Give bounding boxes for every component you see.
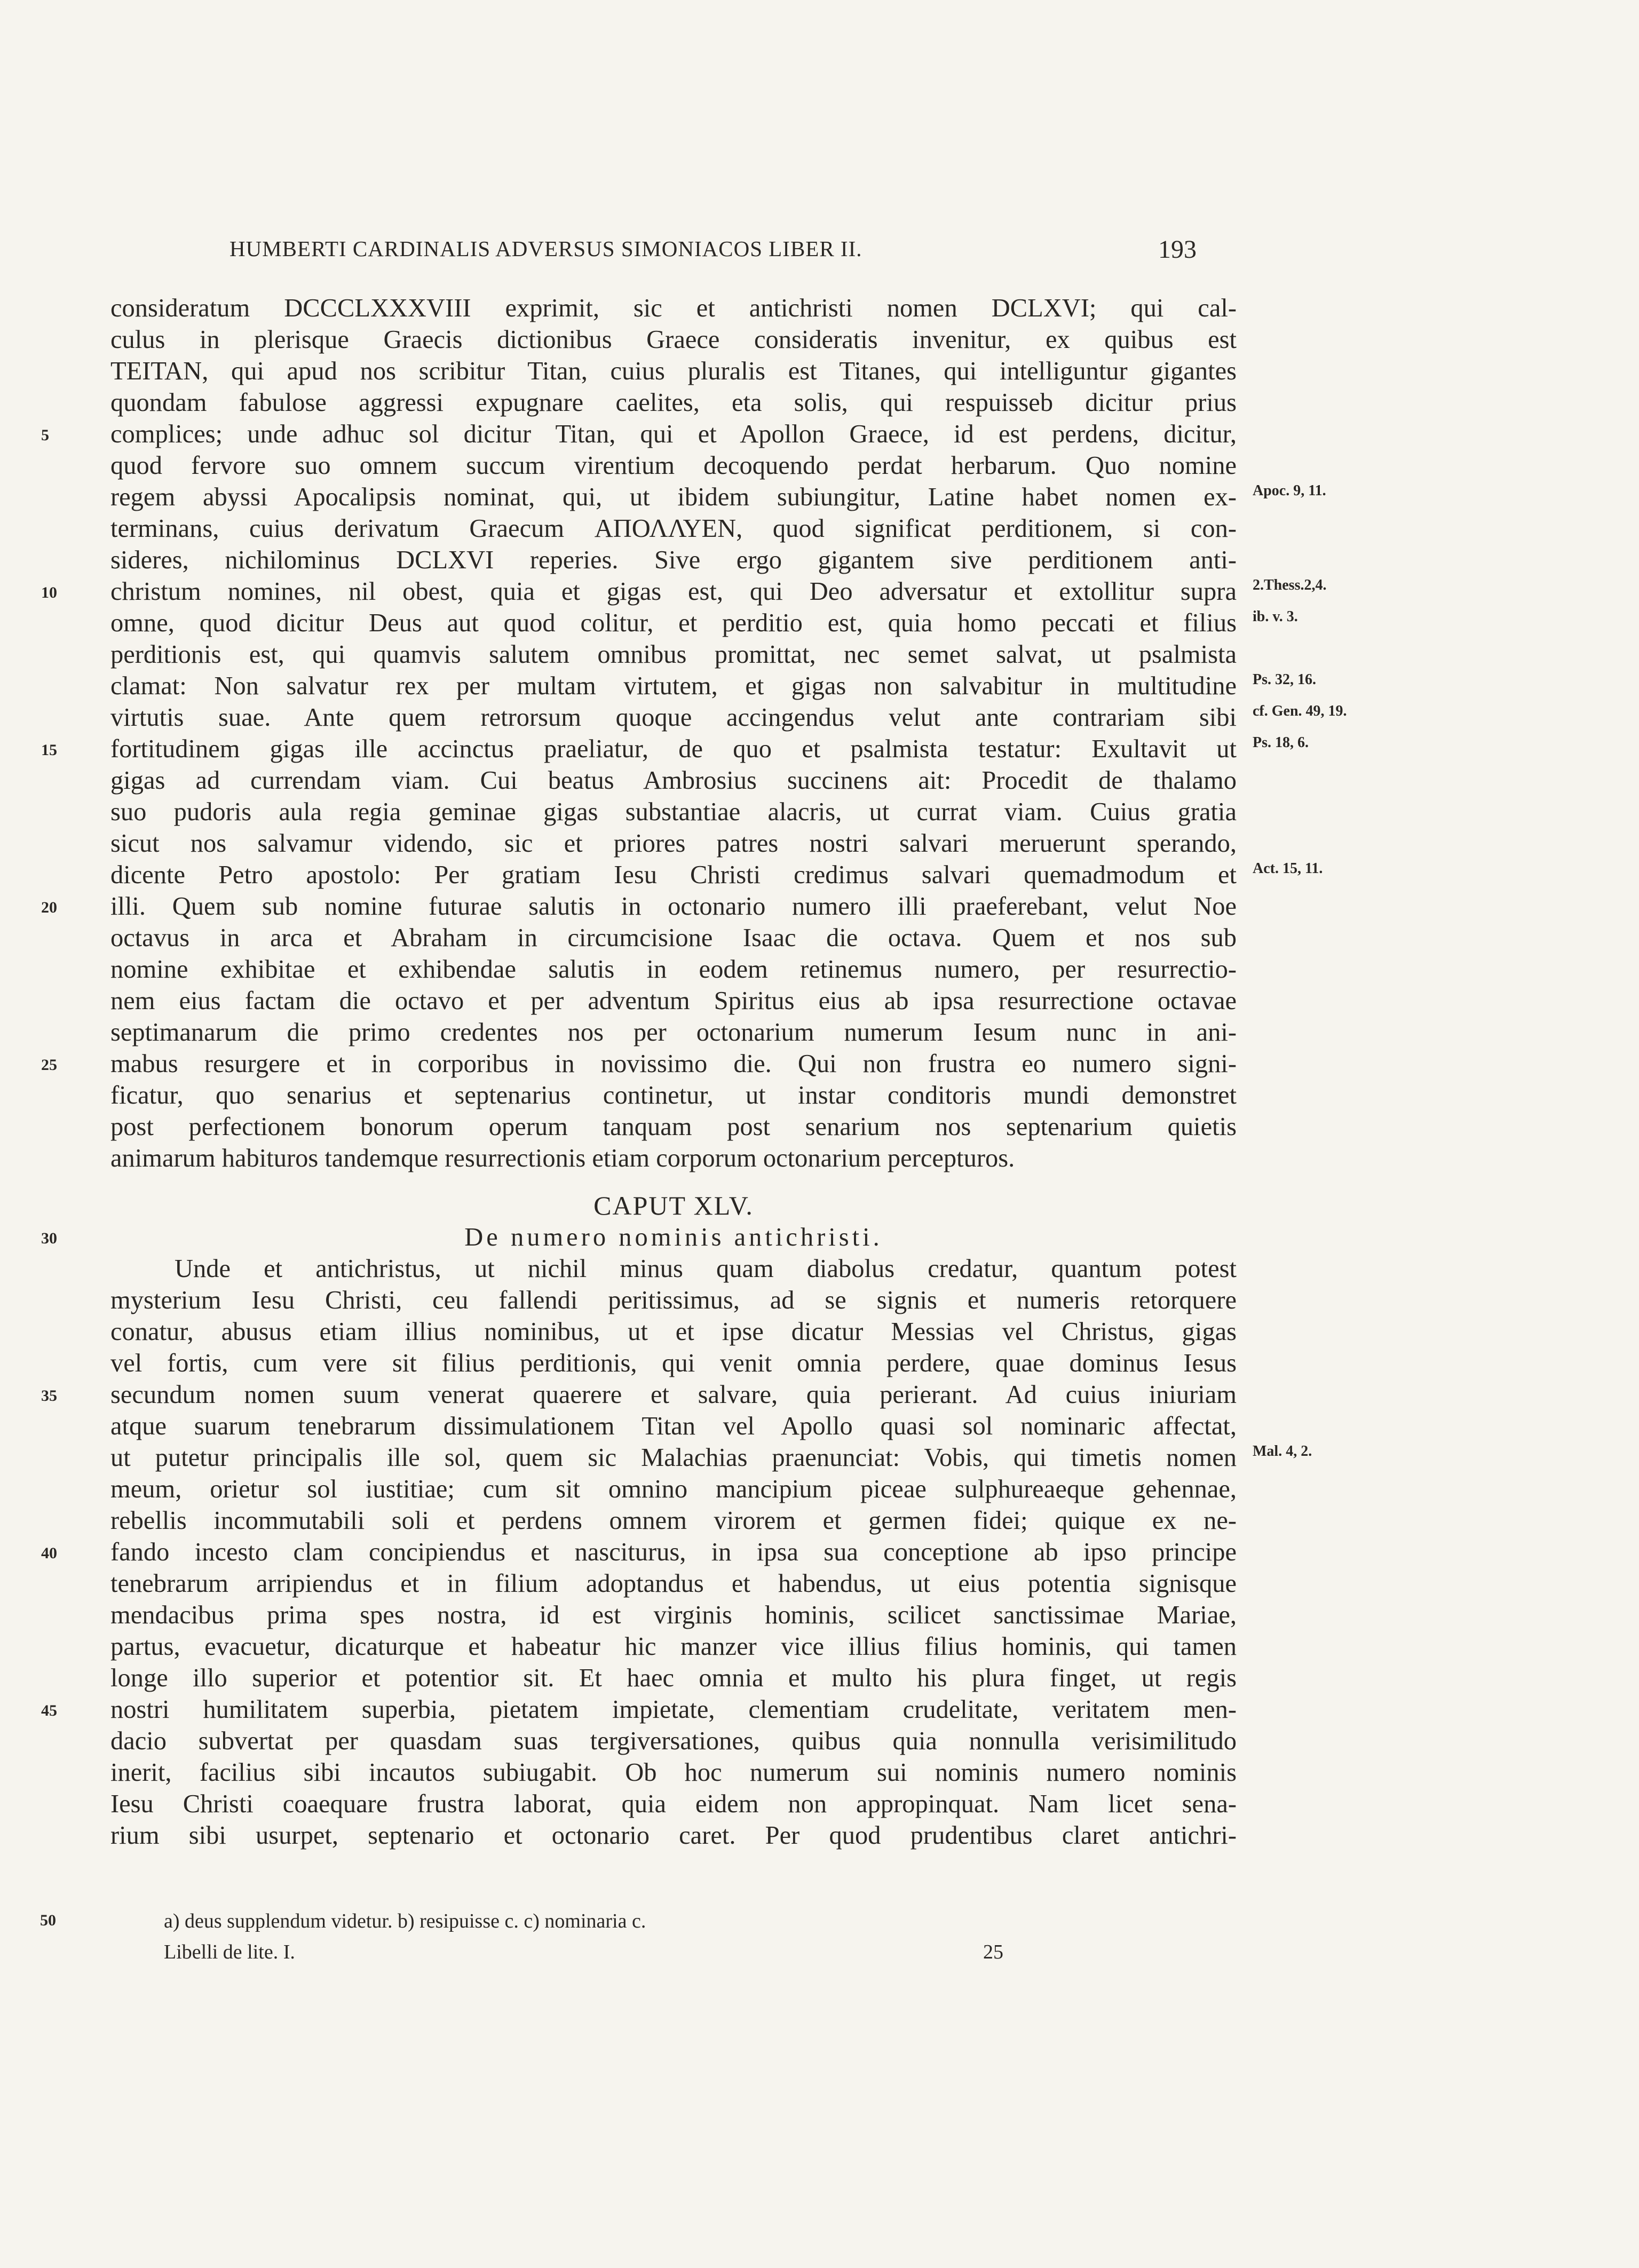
text-line	[110, 1757, 1237, 1788]
line-text: tenebrarum arripiendus et in filium adoptandus et habendus, ut eius potentia signisque	[110, 1569, 1237, 1598]
signature-mark: 25	[983, 1941, 1003, 1963]
line-text: sicut nos salvamur videndo, sic et priores patres nostri salvari meruerunt sperando,	[110, 829, 1237, 858]
text-line	[110, 922, 1237, 954]
text-line	[110, 702, 1347, 733]
text-line	[110, 1347, 1237, 1379]
margin-note: Ps. 18, 6.	[1253, 734, 1309, 751]
line-text: inerit, facilius sibi incautos subiugabit. Ob hoc numerum sui nominis numero nominis	[110, 1758, 1237, 1787]
line-text: suo pudoris aula regia geminae gigas substantiae alacris, ut currat viam. Cuius gratia	[110, 798, 1237, 826]
margin-note: Act. 15, 11.	[1253, 860, 1323, 877]
text-line	[110, 828, 1237, 859]
line-number: 25	[41, 1056, 57, 1074]
line-text: virtutis suae. Ante quem retrorsum quoque accingendus velut ante contrariam sibi	[110, 703, 1237, 732]
line-text: dicente Petro apostolo: Per gratiam Iesu Christi credimus salvari quemadmodum et	[110, 861, 1237, 889]
text-line	[110, 639, 1237, 670]
line-text: partus, evacuetur, dicaturque et habeatur hic manzer vice illius filius hominis, qui tamen	[110, 1632, 1237, 1661]
line-text: omne, quod dicitur Deus aut quod colitur, et perditio est, quia homo peccati et filius	[110, 609, 1237, 637]
line-text: mabus resurgere et in corporibus in novissimo die. Qui non frustra eo numero signi-	[110, 1050, 1237, 1078]
line-text: culus in plerisque Graecis dictionibus Graece consideratis invenitur, ex quibus est	[110, 326, 1237, 354]
text-line	[110, 1820, 1237, 1851]
line-number: 10	[41, 584, 57, 601]
text-line	[110, 765, 1237, 796]
text-line	[110, 1505, 1237, 1536]
line-text: clamat: Non salvatur rex per multam virtutem, et gigas non salvabitur in multitudine	[110, 672, 1237, 700]
text-line	[110, 1143, 1237, 1174]
page-number: 193	[1158, 235, 1197, 264]
text-line	[41, 733, 1309, 765]
text-line	[110, 1725, 1237, 1757]
text-line	[110, 1410, 1237, 1442]
text-line	[110, 1473, 1237, 1505]
line-text: nem eius factam die octavo et per adventum Spiritus eius ab ipsa resurrectione octavae	[110, 987, 1237, 1015]
line-number: 45	[41, 1702, 57, 1719]
line-text: mendacibus prima spes nostra, id est virginis hominis, scilicet sanctissimae Mariae,	[110, 1601, 1237, 1629]
text-line	[110, 544, 1237, 576]
line-text: terminans, cuius derivatum Graecum ΑΠΟΛΛΥΕΝ, quod significat perditionem, si con-	[110, 514, 1237, 543]
text-line	[110, 1788, 1237, 1820]
line-text: Iesu Christi coaequare frustra laborat, quia eidem non appropinquat. Nam licet sena-	[110, 1790, 1237, 1818]
line-number: 15	[41, 741, 57, 759]
line-text: quod fervore suo omnem succum virentium decoquendo perdat herbarum. Quo nomine	[110, 451, 1237, 480]
text-line	[41, 891, 1237, 922]
text-line	[110, 481, 1326, 513]
line-text: longe illo superior et potentior sit. Et haec omnia et multo his plura finget, ut regis	[110, 1664, 1237, 1692]
running-head: HUMBERTI CARDINALIS ADVERSUS SIMONIACOS LIBER II.	[229, 236, 862, 261]
text-line	[110, 1253, 1237, 1284]
text-line	[110, 1316, 1237, 1347]
line-text: atque suarum tenebrarum dissimulationem Titan vel Apollo quasi sol nominaric affectat,	[110, 1412, 1237, 1440]
text-line	[41, 418, 1237, 450]
line-text: illi. Quem sub nomine futurae salutis in octonario numero illi praeferebant, velut Noe	[110, 892, 1237, 921]
line-text: perditionis est, qui quamvis salutem omnibus promittat, nec semet salvat, ut psalmista	[110, 640, 1237, 669]
text-line	[110, 1631, 1237, 1662]
text-line	[110, 607, 1298, 639]
line-text: fortitudinem gigas ille accinctus praeliatur, de quo et psalmista testatur: Exultavit ut	[110, 735, 1237, 763]
line-text: quondam fabulose aggressi expugnare caelites, eta solis, qui respuisseb dicitur prius	[110, 388, 1237, 417]
text-line	[110, 670, 1316, 702]
line-text: vel fortis, cum vere sit filius perditionis, qui venit omnia perdere, quae dominus Iesus	[110, 1349, 1237, 1377]
text-line	[110, 387, 1237, 418]
line-text: gigas ad currendam viam. Cui beatus Ambrosius succinens ait: Procedit de thalamo	[110, 766, 1237, 795]
text-line	[110, 1080, 1237, 1111]
text-line	[110, 324, 1237, 355]
paragraph-block-2	[41, 1253, 1312, 1851]
text-line	[41, 1048, 1237, 1080]
line-text: rebellis incommutabili soli et perdens omnem virorem et germen fidei; quique ex ne-	[110, 1506, 1237, 1535]
text-line	[41, 1536, 1237, 1568]
margin-note: ib. v. 3.	[1253, 608, 1298, 625]
line-text: sideres, nichilominus DCLXVI reperies. Sive ergo gigantem sive perditionem anti-	[110, 546, 1237, 574]
line-number: 50	[40, 1912, 56, 1929]
line-number: 20	[41, 899, 57, 916]
text-line	[110, 292, 1237, 324]
line-text: secundum nomen suum venerat quaerere et salvare, quia perierant. Ad cuius iniuriam	[110, 1381, 1237, 1409]
line-text: nomine exhibitae et exhibendae salutis in eodem retinemus numero, per resurrectio-	[110, 955, 1237, 984]
margin-note: Ps. 32, 16.	[1253, 671, 1316, 688]
line-text: dacio subvertat per quasdam suas tergiversationes, quibus quia nonnulla verisimilitudo	[110, 1727, 1237, 1755]
line-text: octavus in arca et Abraham in circumcisione Isaac die octava. Quem et nos sub	[110, 924, 1237, 952]
text-line	[110, 355, 1237, 387]
line-number: 40	[41, 1544, 57, 1562]
line-text: ficatur, quo senarius et septenarius continetur, ut instar conditoris mundi demonstret	[110, 1081, 1237, 1109]
chapter-subtitle: 30 De numero nominis antichristi.	[110, 1222, 1237, 1253]
text-line	[110, 1017, 1237, 1048]
line-text: christum nomines, nil obest, quia et gigas est, qui Deo adversatur et extollitur supra	[110, 577, 1237, 606]
line-text: complices; unde adhuc sol dicitur Titan, qui et Apollon Graece, id est perdens, dicitur,	[110, 420, 1237, 448]
text-line	[110, 1284, 1237, 1316]
text-line	[110, 1662, 1237, 1694]
text-line	[110, 954, 1237, 985]
text-line	[110, 859, 1323, 891]
margin-note: cf. Gen. 49, 19.	[1253, 703, 1347, 719]
line-text: ut putetur principalis ille sol, quem sic Malachias praenunciat: Vobis, qui timetis nomen	[110, 1444, 1237, 1472]
text-line	[110, 1568, 1237, 1599]
text-line	[110, 513, 1237, 544]
signature-title: Libelli de lite. I.	[164, 1941, 295, 1963]
line-number: 30	[41, 1230, 57, 1247]
margin-note: 2.Thess.2,4.	[1253, 577, 1327, 593]
text-line	[41, 576, 1327, 607]
line-number: 5	[41, 426, 49, 444]
text-line	[41, 1379, 1237, 1410]
chapter-title: CAPUT XLV.	[593, 1191, 754, 1220]
text-line	[110, 1111, 1237, 1143]
text-line	[41, 1694, 1237, 1725]
line-text: rium sibi usurpet, septenario et octonario caret. Per quod prudentibus claret antichri-	[110, 1821, 1237, 1850]
line-number: 35	[41, 1387, 57, 1405]
line-text: post perfectionem bonorum operum tanquam post senarium nos septenarium quietis	[110, 1113, 1237, 1141]
margin-note: Mal. 4, 2.	[1253, 1443, 1312, 1460]
body-text	[41, 292, 1347, 1851]
text-line	[110, 450, 1237, 481]
margin-note: Apoc. 9, 11.	[1253, 482, 1326, 499]
line-text: animarum habituros tandemque resurrectionis etiam corporum octonarium percepturos.	[110, 1144, 1015, 1172]
line-text: meum, orietur sol iustitiae; cum sit omnino mancipium piceae sulphureaeque gehennae,	[110, 1475, 1237, 1503]
line-text: mysterium Iesu Christi, ceu fallendi peritissimus, ad se signis et numeris retorquere	[110, 1286, 1237, 1314]
text-line	[110, 796, 1237, 828]
line-text: Unde et antichristus, ut nichil minus quam diabolus credatur, quantum potest	[175, 1255, 1237, 1283]
text-line	[110, 985, 1237, 1017]
line-text: TEITAN, qui apud nos scribitur Titan, cuius pluralis est Titanes, qui intelliguntur gigantes	[110, 357, 1237, 385]
footnote-text: a) deus supplendum videtur. b) resipuisse c. c) nominaria c.	[164, 1910, 646, 1932]
line-text: consideratum DCCCLXXXVIII exprimit, sic et antichristi nomen DCLXVI; qui cal-	[110, 294, 1237, 322]
line-text: fando incesto clam concipiendus et nasciturus, in ipsa sua conceptione ab ipso principe	[110, 1538, 1237, 1566]
text-line	[110, 1442, 1312, 1473]
paragraph-block-1	[41, 292, 1347, 1174]
line-text: regem abyssi Apocalipsis nominat, qui, ut ibidem subiungitur, Latine habet nomen ex-	[110, 483, 1237, 511]
line-text: septimanarum die primo credentes nos per octonarium numerum Iesum nunc in ani-	[110, 1018, 1237, 1046]
line-text: nostri humilitatem superbia, pietatem impietate, clementiam crudelitate, veritatem men-	[110, 1695, 1237, 1724]
line-text: conatur, abusus etiam illius nominibus, ut et ipse dicatur Messias vel Christus, gigas	[110, 1318, 1237, 1346]
text-line	[110, 1599, 1237, 1631]
